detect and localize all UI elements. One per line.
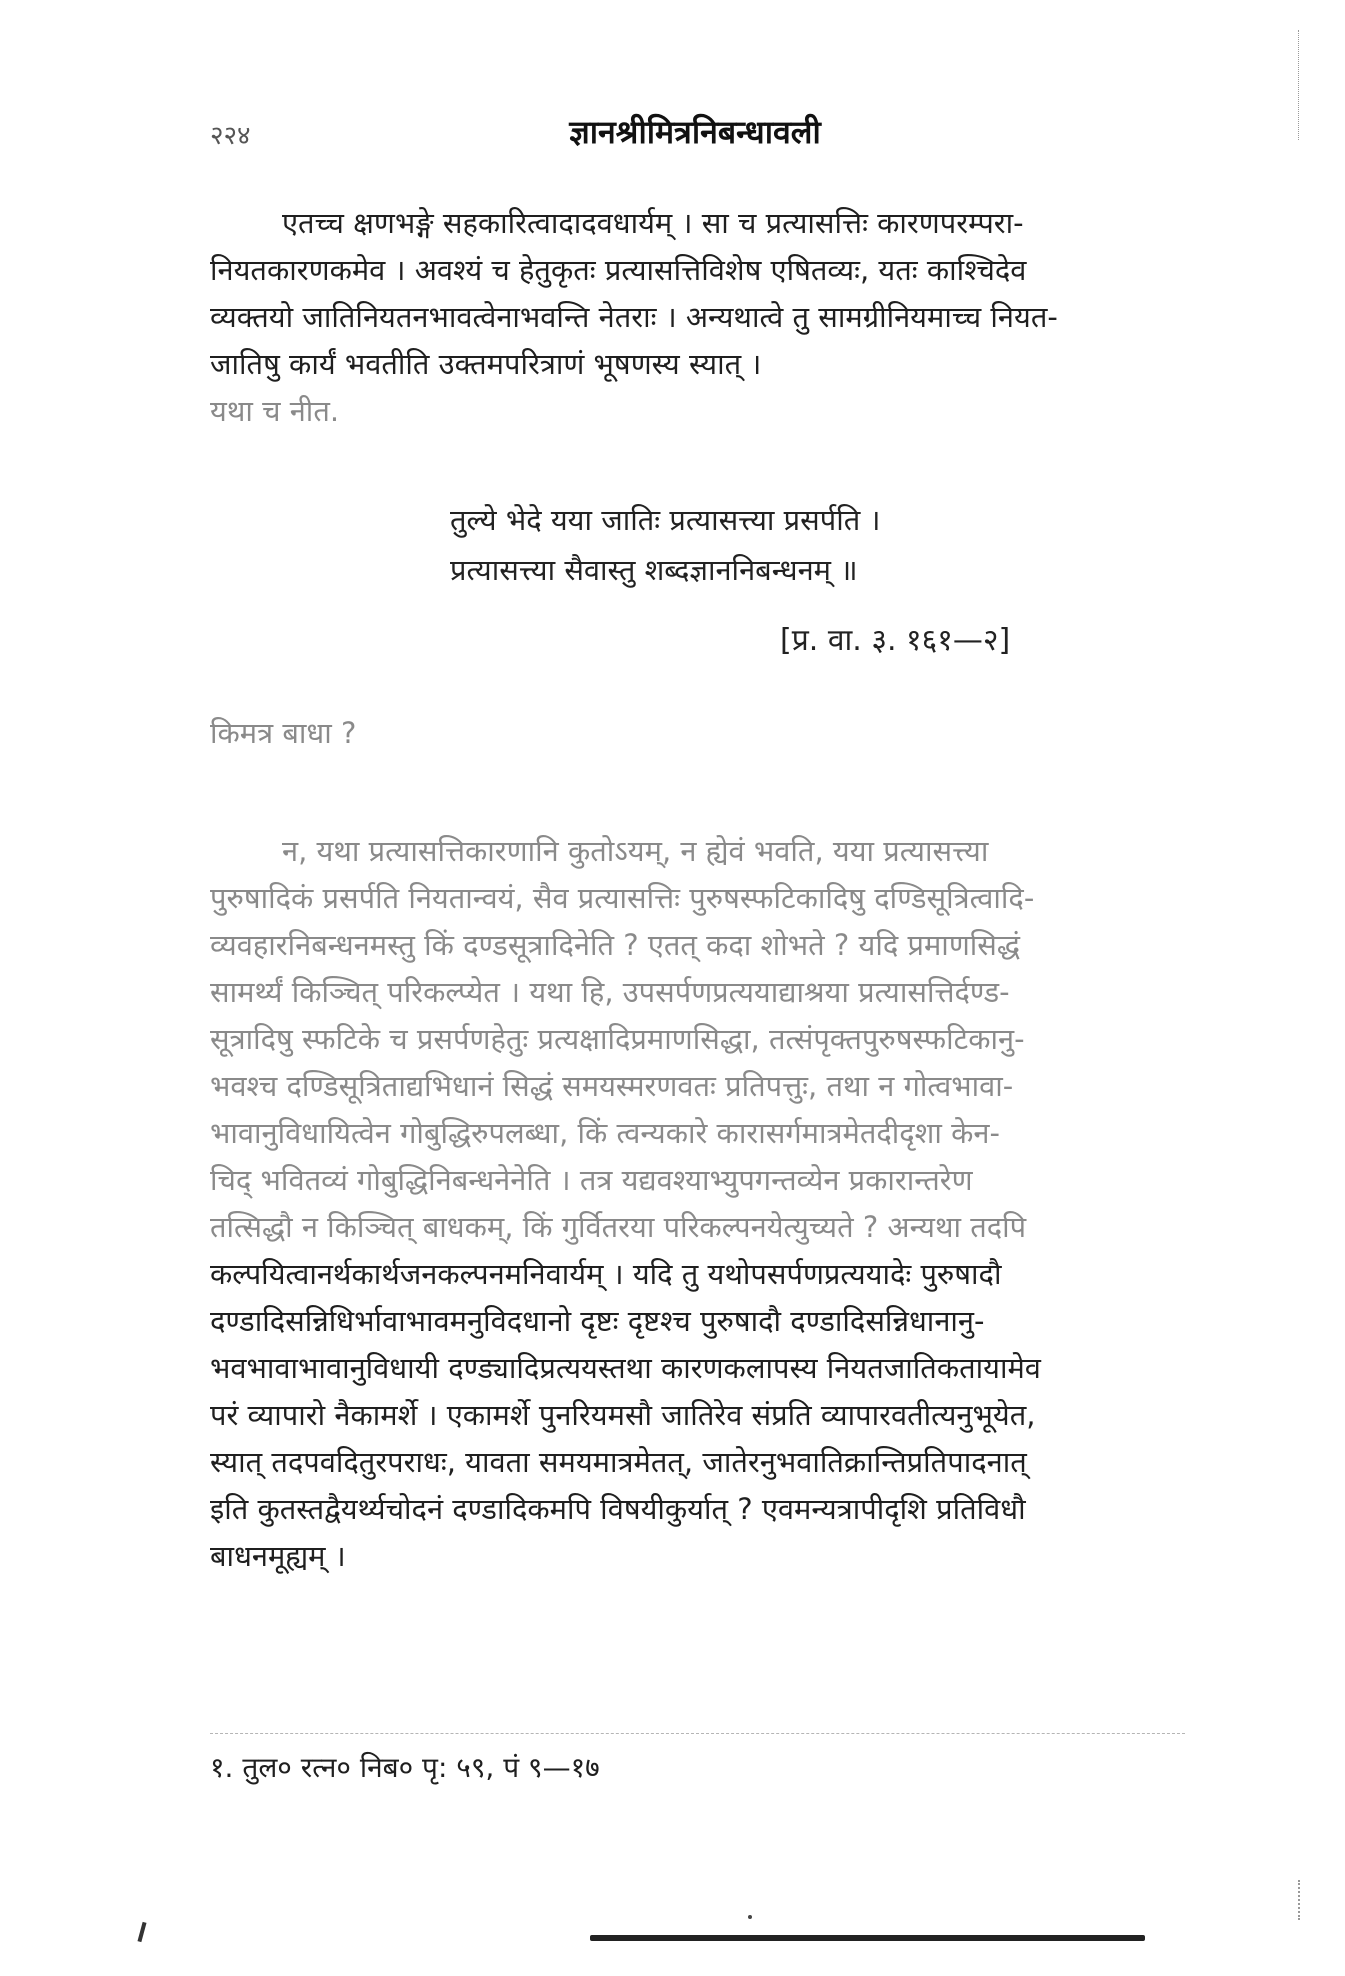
verse-line: तुल्ये भेदे यया जातिः प्रत्यासत्त्या प्रसर्पति । <box>450 503 881 537</box>
text-line: चिद् भवितव्यं गोबुद्धिनिबन्धनेनेति । तत्र यद्यवश्याभ्युपगन्तव्येन प्रकारान्तरेण <box>210 1163 973 1197</box>
paragraph-1 <box>210 200 1185 435</box>
text-line: सूत्रादिषु स्फटिके च प्रसर्पणहेतुः प्रत्यक्षादिप्रमाणसिद्धा, तत्संपृक्तपुरुषस्फटिकानु- <box>210 1022 1025 1056</box>
text-line: बाधनमूह्यम् । <box>210 1539 346 1573</box>
text-line: इति कुतस्तद्वैयर्थ्यचोदनं दण्डादिकमपि विषयीकुर्यात् ? एवमन्यत्रापीदृशि प्रतिविधौ <box>210 1492 1026 1526</box>
page-header <box>210 110 1180 160</box>
text-line: पुरुषादिकं प्रसर्पति नियतान्वयं, सैव प्रत्यासत्तिः पुरुषस्फटिकादिषु दण्डिसूत्रित्वादि- <box>210 881 1035 915</box>
paragraph-2 <box>210 828 1185 1580</box>
scan-dot <box>748 1915 752 1919</box>
text-line: स्यात् तदपवदितुरपराधः, यावता समयमात्रमेतत्, जातेरनुभवातिक्रान्तिप्रतिपादनात् <box>210 1445 1027 1479</box>
footnote: १. तुल० रत्न० निब० पृ: ५९, पं ९—१७ <box>210 1751 600 1784</box>
text-line: कल्पयित्वानर्थकार्थजनकल्पनमनिवार्यम् । यदि तु यथोपसर्पणप्रत्ययादेः पुरुषादौ <box>210 1257 1002 1291</box>
margin-scan-mark <box>1298 1880 1304 1920</box>
scan-edge-bar <box>590 1935 1145 1941</box>
text-line: तत्सिद्धौ न किञ्चित् बाधकम्, किं गुर्वितरया परिकल्पनयेत्युच्यते ? अन्यथा तदपि <box>210 1210 1027 1244</box>
faint-line: किमत्र बाधा ? <box>210 716 357 750</box>
text-line: एतच्च क्षणभङ्गे सहकारित्वादादवधार्यम् । सा च प्रत्यासत्तिः कारणपरम्परा- <box>282 206 1024 240</box>
text-line: दण्डादिसन्निधिर्भावाभावमनुविदधानो दृष्टः दृष्टश्च पुरुषादौ दण्डादिसन्निधानानु- <box>210 1304 985 1338</box>
text-line: नियतकारणकमेव । अवश्यं च हेतुकृतः प्रत्यासत्तिविशेष एषितव्यः, यतः काश्चिदेव <box>210 253 1027 287</box>
text-line: यथा च नीत. <box>210 394 340 428</box>
verse-reference: [प्र. वा. ३. १६१—२] <box>780 623 1011 658</box>
margin-scan-mark <box>1298 30 1303 140</box>
text-line: भावानुविधायित्वेन गोबुद्धिरुपलब्धा, किं त्वन्यकारे कारासर्गमात्रमेतदीदृशा केन- <box>210 1116 1000 1150</box>
page-number: २२४ <box>210 121 251 151</box>
text-line: भवश्च दण्डिसूत्रिताद्यभिधानं सिद्धं समयस्मरणवतः प्रतिपत्तुः, तथा न गोत्वभावा- <box>210 1069 1014 1103</box>
scan-corner-mark <box>137 1922 146 1942</box>
text-line: व्यवहारनिबन्धनमस्तु किं दण्डसूत्रादिनेति ? एतत् कदा शोभते ? यदि प्रमाणसिद्धं <box>210 928 1021 962</box>
running-title: ज्ञानश्रीमित्रनिबन्धावली <box>569 113 821 151</box>
text-line: भवभावाभावानुविधायी दण्ड्यादिप्रत्ययस्तथा कारणकलापस्य नियतजातिकतायामेव <box>210 1351 1041 1385</box>
footnote-divider <box>210 1733 1185 1734</box>
verse-line: प्रत्यासत्त्या सैवास्तु शब्दज्ञाननिबन्धनम् ॥ <box>450 553 858 587</box>
text-line: न, यथा प्रत्यासत्तिकारणानि कुतोऽयम्, न ह्येवं भवति, यया प्रत्यासत्त्या <box>282 834 989 868</box>
text-line: व्यक्तयो जातिनियतनभावत्वेनाभवन्ति नेतराः । अन्यथात्वे तु सामग्रीनियमाच्च नियत- <box>210 300 1058 334</box>
verse-block <box>450 495 1090 595</box>
text-line: सामर्थ्यं किञ्चित् परिकल्प्येत । यथा हि, उपसर्पणप्रत्ययाद्याश्रया प्रत्यासत्तिर्दण्ड- <box>210 975 1010 1009</box>
text-line: परं व्यापारो नैकामर्शे । एकामर्शे पुनरियमसौ जातिरेव संप्रति व्यापारवतीत्यनुभूयेत, <box>210 1398 1036 1432</box>
text-line: जातिषु कार्यं भवतीति उक्तमपरित्राणं भूषणस्य स्यात् । <box>210 347 762 381</box>
